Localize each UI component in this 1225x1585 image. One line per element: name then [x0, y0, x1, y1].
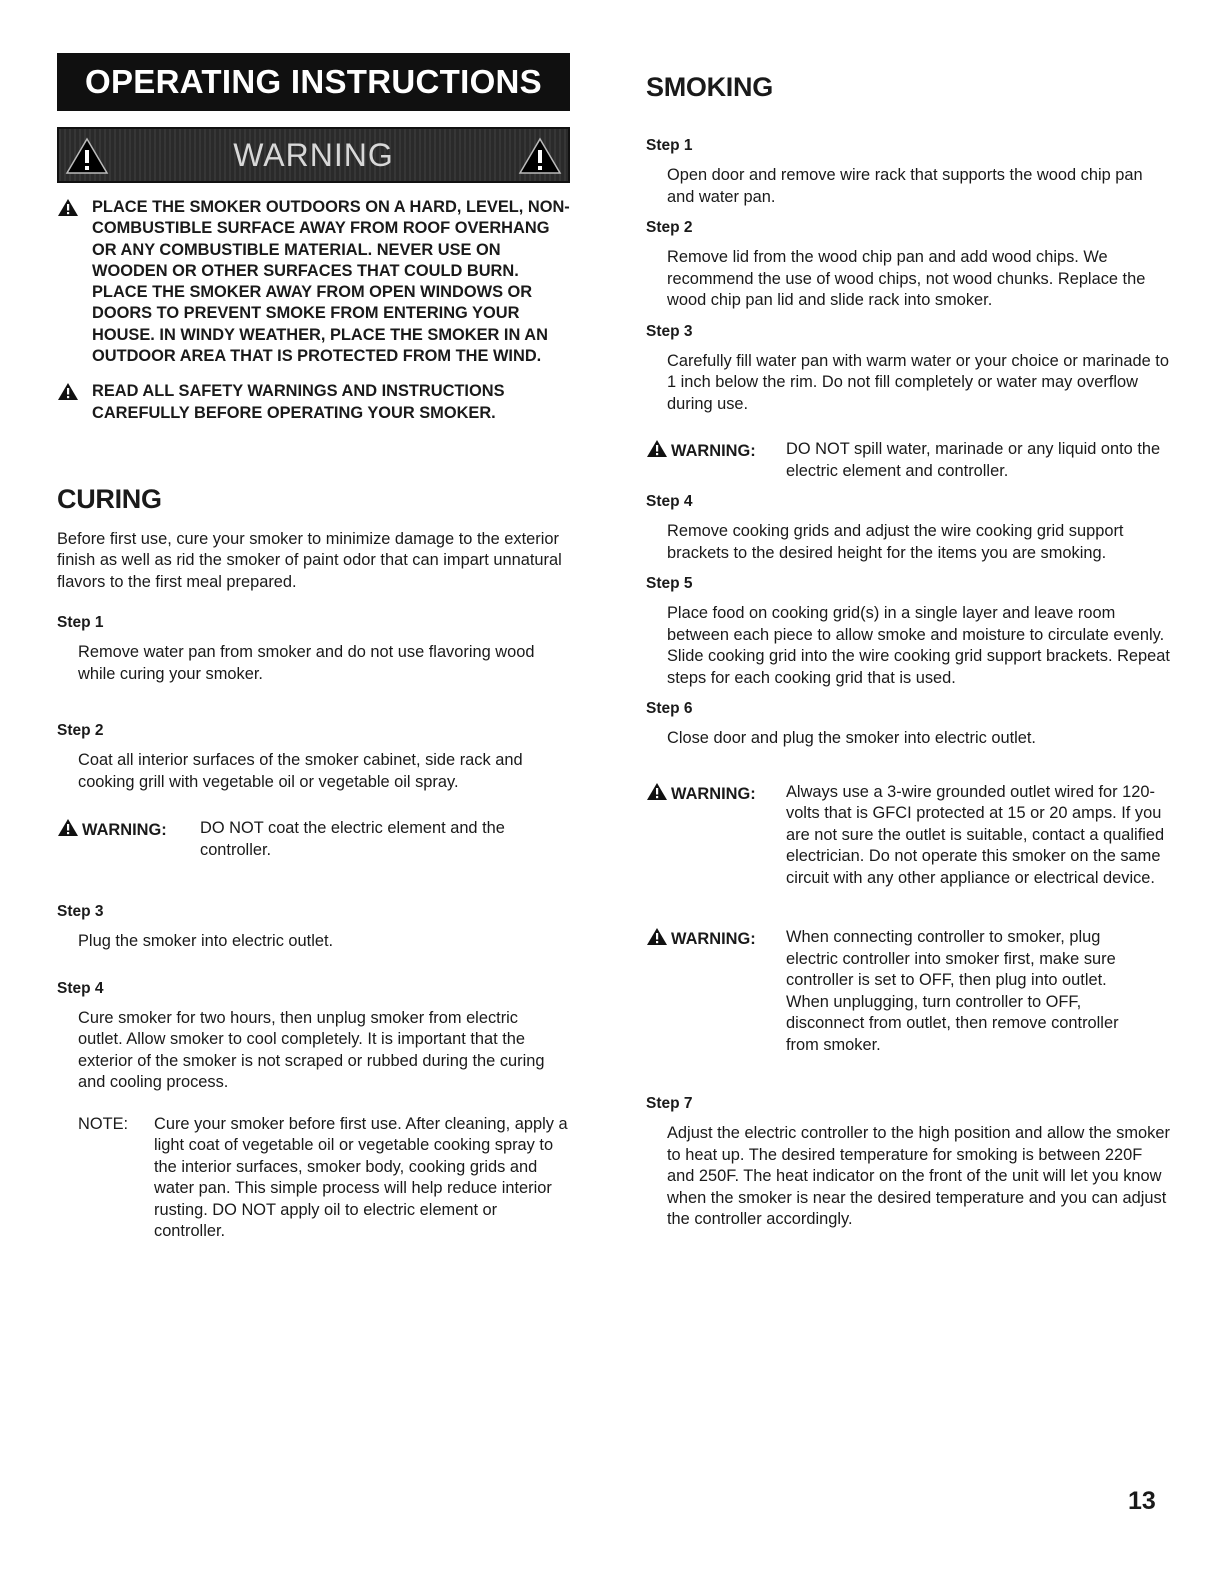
warning-label: WARNING:	[57, 818, 167, 842]
safety-alert	[57, 197, 572, 367]
warning-triangle-icon	[518, 137, 562, 175]
warning-note	[646, 927, 1171, 1056]
left-column	[57, 53, 572, 1243]
step-label: Step 4	[646, 493, 693, 510]
warning-note	[646, 782, 1171, 890]
step-text: Cure smoker for two hours, then unplug smoker from electric outlet. Allow smoker to cool completely. It is important that the exterior of the smoker is not scraped or rubbed during the curing and cooling process.	[78, 1008, 545, 1092]
warning-label: WARNING:	[646, 782, 756, 806]
step-label: Step 4	[57, 979, 104, 997]
step-label: Step 1	[646, 137, 693, 154]
warning-text: Always use a 3-wire grounded outlet wired for 120-volts that is GFCI protected at 15 or 20 amps. If you are not sure the outlet is suitable, contact a qualified electrician. Do not operate this smoker on the same circuit with any other appliance or electrical device.	[786, 782, 1165, 887]
step-text: Remove water pan from smoker and do not use flavoring wood while curing your smoker.	[78, 643, 535, 683]
step-text: Coat all interior surfaces of the smoker cabinet, side rack and cooking grill with vegetable oil or vegetable oil spray.	[78, 751, 523, 791]
step-label: Step 7	[646, 1095, 693, 1112]
warning-text: DO NOT spill water, marinade or any liquid onto the electric element and controller.	[786, 440, 1161, 480]
step-label: Step 3	[646, 322, 693, 340]
note-text: Cure your smoker before first use. After cleaning, apply a light coat of vegetable oil or vegetable cooking spray to the interior surfaces, smoker body, cooking grids and water pan. This simple process will help reduce interior rusting. DO NOT apply oil to electric element or controller.	[154, 1114, 568, 1241]
step-label: Step 5	[646, 575, 693, 592]
step-text: Carefully fill water pan with warm water or your choice or marinade to 1 inch below the rim. Do not fill completely or water may overflow during use.	[667, 351, 1169, 413]
warning-label: WARNING:	[646, 927, 756, 951]
safety-alert	[57, 381, 572, 424]
step-label: Step 2	[646, 219, 693, 236]
step-label: Step 1	[57, 614, 104, 632]
warning-triangle-icon	[646, 439, 668, 458]
right-column	[646, 60, 1171, 1231]
warning-triangle-icon	[646, 782, 668, 801]
warning-label: WARNING:	[646, 439, 756, 463]
curing-note	[57, 1114, 572, 1243]
step-label: Step 2	[57, 722, 104, 740]
smoking-heading: SMOKING	[646, 72, 773, 102]
warning-triangle-icon	[57, 382, 79, 401]
curing-intro: Before first use, cure your smoker to minimize damage to the exterior finish as well as rid the smoker of paint odor that can impart unnatural flavors to the first meal prepared.	[57, 529, 562, 591]
step-text: Remove lid from the wood chip pan and add wood chips. We recommend the use of wood chips, not wood chunks. Replace the wood chip pan lid and slide rack into smoker.	[667, 248, 1146, 309]
step-text: Adjust the electric controller to the high position and allow the smoker to heat up. The desired temperature for smoking is between 220F and 250F. The heat indicator on the front of the unit will let you know when the smoker is near the desired temperature and you can adjust the controller accordingly.	[667, 1124, 1170, 1228]
warning-triangle-icon	[57, 818, 79, 837]
step-label: Step 6	[646, 700, 693, 717]
step-text: Plug the smoker into electric outlet.	[78, 932, 334, 951]
step-text: Open door and remove wire rack that supports the wood chip pan and water pan.	[667, 166, 1143, 206]
curing-heading: CURING	[57, 483, 162, 514]
warning-note	[646, 439, 1171, 482]
note-label: NOTE:	[78, 1114, 129, 1133]
step-text: Close door and plug the smoker into electric outlet.	[667, 729, 1036, 747]
warning-banner-text: WARNING	[233, 137, 394, 173]
section-banner: OPERATING INSTRUCTIONS	[57, 53, 570, 111]
warning-note	[57, 818, 572, 861]
warning-text: DO NOT coat the electric element and the controller.	[200, 819, 505, 859]
warning-triangle-icon	[646, 927, 668, 946]
step-label: Step 3	[57, 903, 104, 921]
step-text: Place food on cooking grid(s) in a single layer and leave room between each piece to allow smoke and moisture to circulate evenly. Slide cooking grid into the wire cooking grid support brackets. Repeat steps for each cooking grid that is used.	[667, 604, 1170, 687]
warning-banner	[57, 127, 570, 183]
warning-triangle-icon	[57, 198, 79, 217]
safety-alert-text: READ ALL SAFETY WARNINGS AND INSTRUCTIONS CAREFULLY BEFORE OPERATING YOUR SMOKER.	[92, 382, 505, 422]
step-text: Remove cooking grids and adjust the wire cooking grid support brackets to the desired height for the items you are smoking.	[667, 522, 1124, 562]
page-number: 13	[1128, 1487, 1156, 1515]
safety-alert-text: PLACE THE SMOKER OUTDOORS ON A HARD, LEVEL, NON- COMBUSTIBLE SURFACE AWAY FROM ROOF OVERHANG OR ANY COMBUSTIBLE MATERIAL. NEVER USE ON WOODEN OR OTHER SURFACES THAT COULD BURN. PLACE THE SMOKER AWAY FROM OPEN WINDOWS OR DOORS TO PREVENT SMOKE FROM ENTERING YOUR HOUSE. IN WINDY WEATHER, PLACE THE SMOKER IN AN OUTDOOR AREA THAT IS PROTECTED FROM THE WIND.	[92, 198, 570, 366]
warning-text: When connecting controller to smoker, plug electric controller into smoker first, make sure controller is set to OFF, then plug into outlet. When unplugging, turn controller to OFF, disconnect from outlet, then remove controller from smoker.	[786, 928, 1119, 1054]
